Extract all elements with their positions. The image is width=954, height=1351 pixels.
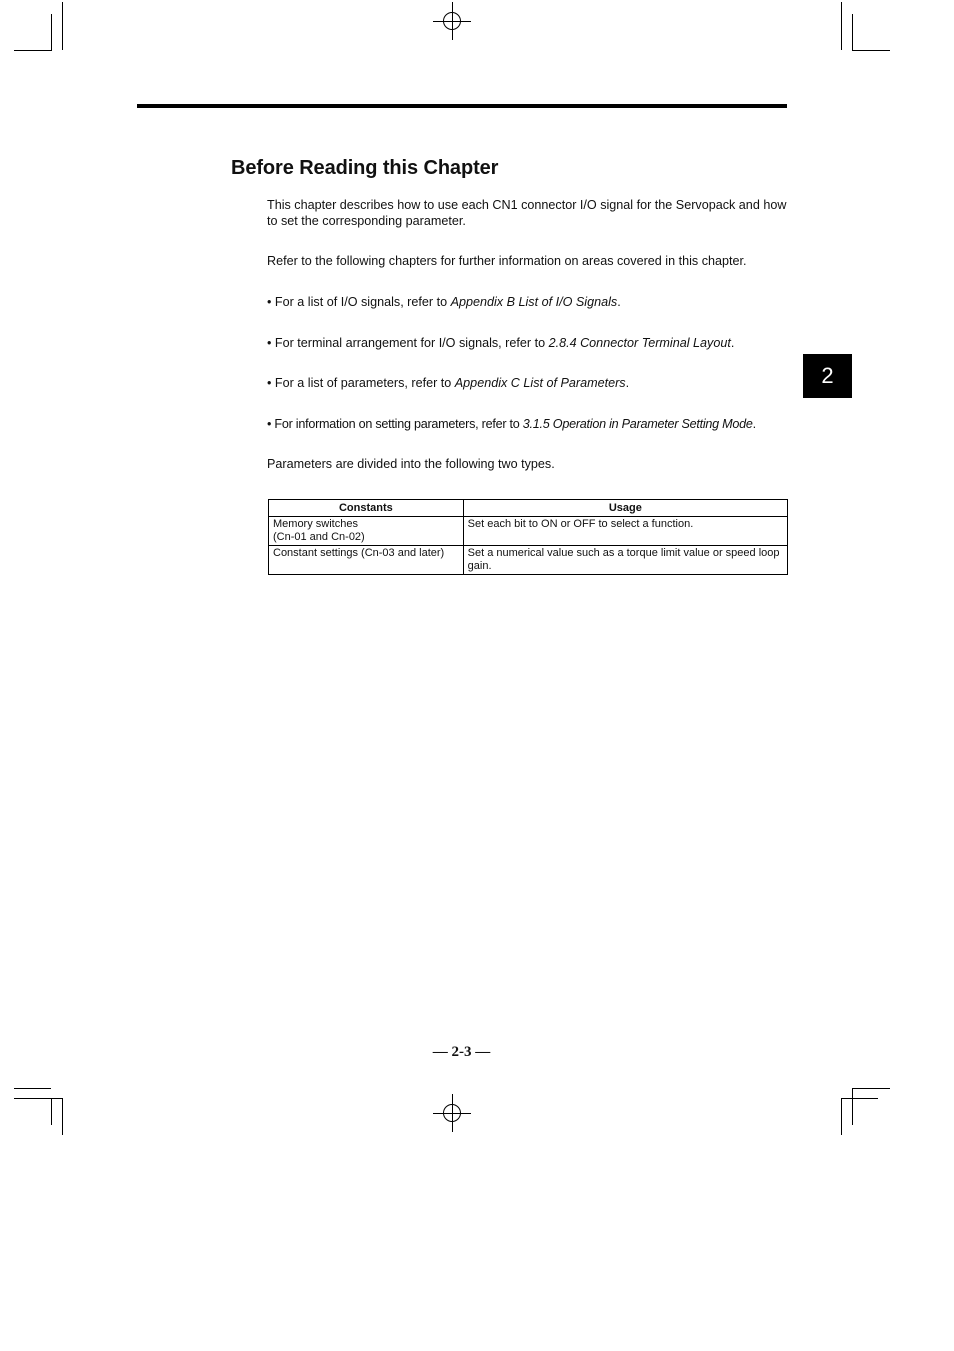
parameter-types-table (268, 499, 788, 575)
crop-mark-bottom-right-h (841, 1098, 878, 1099)
table-row (269, 517, 788, 546)
parameter-types-intro: Parameters are divided into the following two types. (267, 457, 555, 471)
crop-mark-top-left-v2 (51, 14, 52, 51)
table-row (269, 546, 788, 575)
crop-mark-top-left-v (62, 2, 63, 50)
reference-link: Appendix B List of I/O Signals (450, 295, 618, 309)
page-title: Before Reading this Chapter (231, 157, 499, 179)
crop-mark-bottom-left-v (62, 1098, 63, 1135)
table-cell-usage: Set a numerical value such as a torque limit value or speed loop gain. (463, 546, 787, 575)
table-cell-usage: Set each bit to ON or OFF to select a function. (463, 517, 787, 546)
page-number: — 2-3 — (432, 1044, 491, 1060)
reference-suffix: . (617, 295, 621, 309)
crop-mark-bottom-right-v2 (852, 1088, 853, 1125)
intro-paragraph-2: Refer to the following chapters for further information on areas covered in this chapter. (267, 254, 747, 268)
reference-item-terminal-layout (267, 335, 789, 351)
reference-suffix: . (730, 336, 735, 350)
table-cell-constant: Constant settings (Cn-03 and later) (269, 546, 464, 575)
table-header-row (269, 500, 788, 517)
column-header-constants: Constants (269, 500, 464, 517)
crop-mark-top-left-h (14, 50, 51, 51)
crop-mark-bottom-left-h (14, 1098, 62, 1099)
crop-mark-bottom-left-v2 (51, 1098, 52, 1125)
reference-item-parameter-list (267, 375, 789, 391)
intro-paragraph-1: This chapter describes how to use each CN1 connector I/O signal for the Servopack and how to set the corresponding parameter. (267, 198, 787, 228)
chapter-tab: 2 (803, 354, 852, 398)
reference-suffix: . (752, 417, 756, 431)
crop-mark-top-right-h (852, 50, 890, 51)
reference-text: • For terminal arrangement for I/O signals, refer to (267, 336, 549, 350)
reference-link: 3.1.5 Operation in Parameter Setting Mode (522, 417, 753, 431)
reference-item-parameter-setting (267, 416, 789, 432)
reference-text: • For information on setting parameters, refer to (267, 417, 523, 431)
reference-suffix: . (625, 376, 630, 390)
column-header-usage: Usage (463, 500, 787, 517)
crop-mark-bottom-right-h2 (852, 1088, 890, 1089)
crop-mark-top-right-v2 (852, 14, 853, 51)
crop-mark-bottom-right-v (841, 1098, 842, 1135)
registration-cross-bottom-v (452, 1094, 453, 1132)
reference-link: 2.8.4 Connector Terminal Layout (548, 336, 731, 350)
reference-text: • For a list of I/O signals, refer to (267, 295, 451, 309)
header-rule (137, 104, 787, 108)
table-cell-constant: Memory switches (Cn-01 and Cn-02) (269, 517, 464, 546)
registration-cross-top-v (452, 2, 453, 40)
reference-item-io-signals (267, 294, 789, 310)
crop-mark-bottom-left-h2 (14, 1088, 51, 1089)
crop-mark-top-right-v (841, 2, 842, 50)
reference-link: Appendix C List of Parameters (454, 376, 626, 390)
reference-text: • For a list of parameters, refer to (267, 376, 455, 390)
